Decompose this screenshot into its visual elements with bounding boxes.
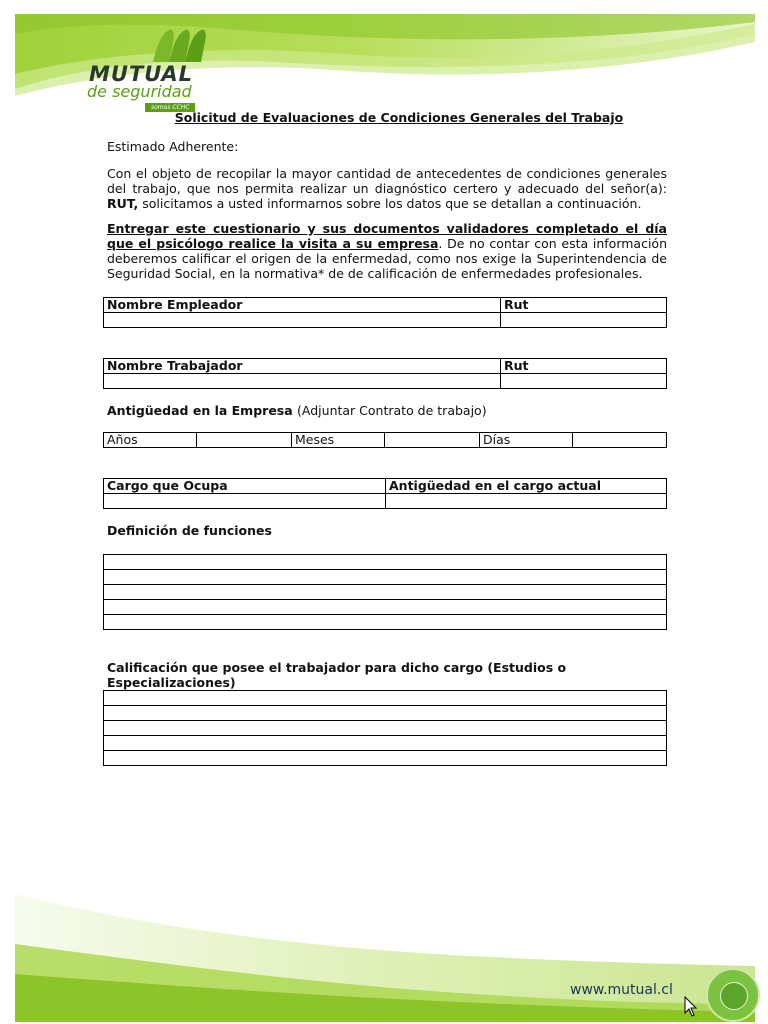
position-seniority-header: Antigüedad en el cargo actual <box>386 479 667 494</box>
seniority-title: Antigüedad en la Empresa <box>107 403 293 418</box>
position-header: Cargo que Ocupa <box>104 479 386 494</box>
logo-mark-icon <box>147 26 207 66</box>
document-page <box>15 14 755 1022</box>
mutual-logo <box>89 32 239 122</box>
rut-label: RUT, <box>107 196 139 211</box>
website-link[interactable]: www.mutual.cl <box>570 982 673 998</box>
greeting: Estimado Adherente: <box>107 139 239 154</box>
employer-name-field[interactable] <box>104 313 501 328</box>
months-field[interactable] <box>385 433 480 448</box>
employer-name-header: Nombre Empleador <box>104 298 501 313</box>
worker-table <box>103 358 667 389</box>
form-content <box>107 110 667 766</box>
logo-tagline: de seguridad <box>87 82 192 101</box>
mouse-pointer-icon <box>684 996 698 1018</box>
qualification-line[interactable] <box>104 721 667 736</box>
functions-line[interactable] <box>104 600 667 615</box>
instructions-emphasis: Entregar este cuestionario y sus documentos validadores completado el día que el psicólogo realice la visita a su empresa <box>107 221 667 251</box>
functions-line[interactable] <box>104 570 667 585</box>
qualification-line[interactable] <box>104 736 667 751</box>
position-table <box>103 478 667 509</box>
seniority-note: (Adjuntar Contrato de trabajo) <box>297 403 487 418</box>
days-field[interactable] <box>573 433 667 448</box>
worker-rut-header: Rut <box>501 359 667 374</box>
instructions-rest: . De no contar con esta información deberemos calificar el origen de la enfermedad, como nos exige la Superintendencia de Seguridad Social, en la normativa* de de calificación de enfermedades profesionales. <box>107 236 667 281</box>
position-field[interactable] <box>104 494 386 509</box>
employer-rut-header: Rut <box>501 298 667 313</box>
position-seniority-field[interactable] <box>386 494 667 509</box>
qualification-line[interactable] <box>104 751 667 766</box>
years-field[interactable] <box>197 433 292 448</box>
functions-line[interactable] <box>104 555 667 570</box>
worker-name-header: Nombre Trabajador <box>104 359 501 374</box>
instructions-paragraph <box>107 221 667 281</box>
logo-sub: somos CCHC <box>145 103 195 112</box>
functions-line[interactable] <box>104 615 667 630</box>
months-label: Meses <box>292 433 385 448</box>
employer-table <box>103 297 667 328</box>
qualification-line[interactable] <box>104 706 667 721</box>
qualification-label: Calificación que posee el trabajador para dicho cargo (Estudios o Especializaciones) <box>107 660 567 690</box>
seal-logo-icon <box>720 982 748 1010</box>
logo-brand-text: MUTUAL <box>89 62 194 86</box>
intro-paragraph <box>107 166 667 211</box>
worker-rut-field[interactable] <box>501 374 667 389</box>
years-label: Años <box>104 433 197 448</box>
employer-rut-field[interactable] <box>501 313 667 328</box>
functions-label: Definición de funciones <box>107 523 272 538</box>
seniority-table <box>103 432 667 448</box>
functions-table <box>103 554 667 630</box>
document-title: Solicitud de Evaluaciones de Condiciones Generales del Trabajo <box>174 110 624 125</box>
intro-text-b: solicitamos a usted informarnos sobre los datos que se detallan a continuación. <box>142 196 642 211</box>
qualification-table <box>103 690 667 766</box>
days-label: Días <box>480 433 573 448</box>
functions-line[interactable] <box>104 585 667 600</box>
safety-culture-seal <box>706 968 760 1022</box>
intro-text-a: Con el objeto de recopilar la mayor cantidad de antecedentes de condiciones generales del trabajo, que nos permita realizar un diagnóstico certero y adecuado del señor(a): <box>107 166 667 196</box>
seniority-label <box>107 403 667 418</box>
worker-name-field[interactable] <box>104 374 501 389</box>
qualification-line[interactable] <box>104 691 667 706</box>
